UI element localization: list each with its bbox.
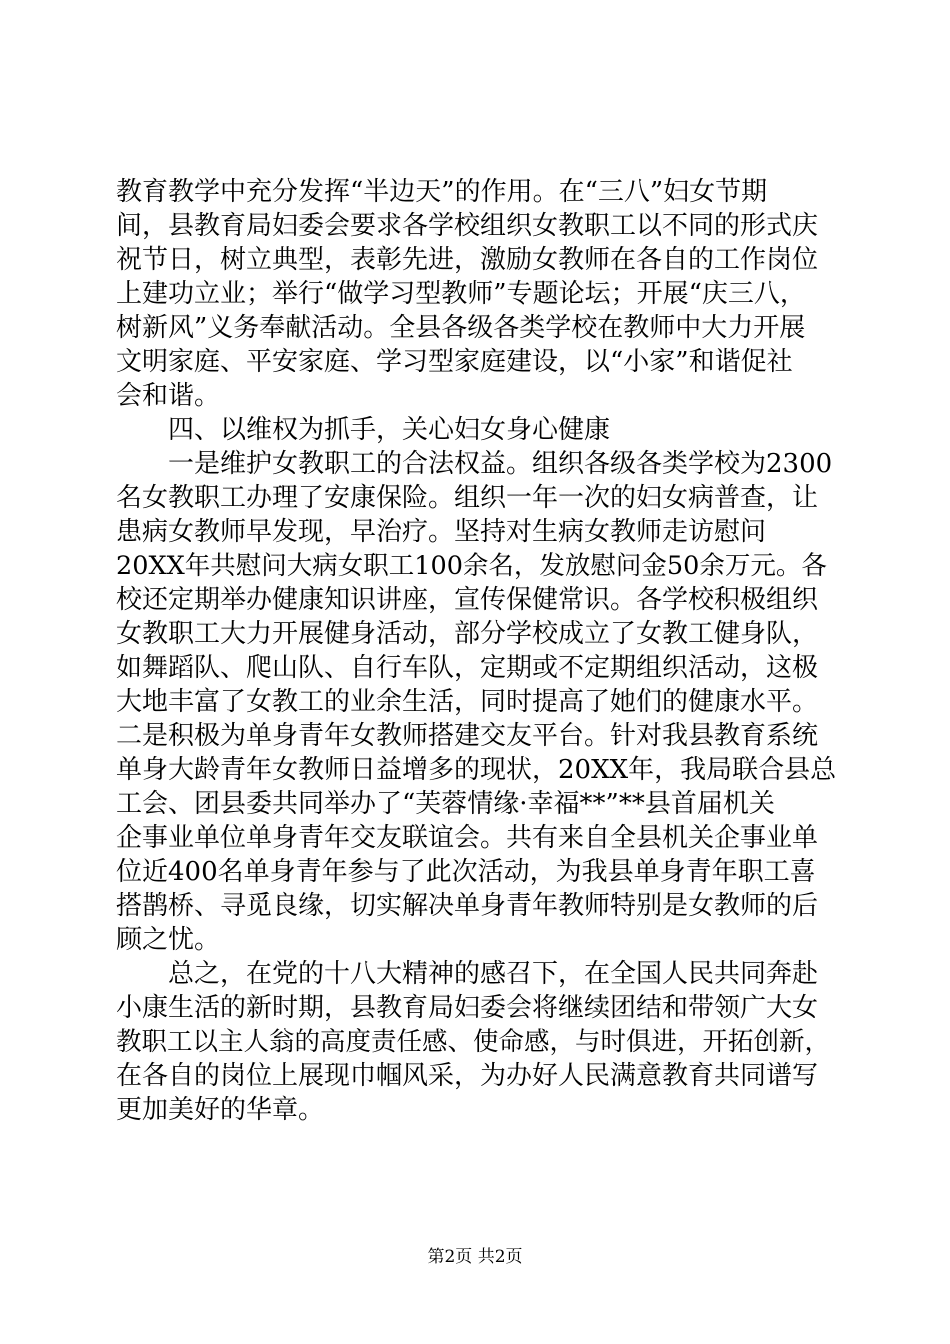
body-line-19: 工会、团县委共同举办了“芙蓉情缘·幸福**”**县首届机关 xyxy=(116,789,775,819)
page-number-footer: 第2页 共2页 xyxy=(427,1247,523,1267)
body-line-12: 20XX年共慰问大病女职工100余名，发放慰问金50余万元。各 xyxy=(116,551,827,581)
body-line-3: 祝节日，树立典型，表彰先进，激励女教师在各自的工作岗位 xyxy=(116,245,819,275)
body-line-17: 二是积极为单身青年女教师搭建交友平台。针对我县教育系统 xyxy=(116,721,819,751)
body-line-25: 小康生活的新时期，县教育局妇委会将继续团结和带领广大女 xyxy=(116,993,819,1023)
body-line-6: 文明家庭、平安家庭、学习型家庭建设，以“小家”和谐促社 xyxy=(116,347,793,377)
body-line-22: 搭鹊桥、寻觅良缘，切实解决单身青年教师特别是女教师的后 xyxy=(116,891,819,921)
body-line-15: 如舞蹈队、爬山队、自行车队，定期或不定期组织活动，这极 xyxy=(116,653,819,683)
body-line-11: 患病女教师早发现，早治疗。坚持对生病女教师走访慰问 xyxy=(116,517,767,547)
body-line-7: 会和谐。 xyxy=(116,381,221,411)
body-line-4: 上建功立业；举行“做学习型教师”专题论坛；开展“庆三八， xyxy=(116,279,806,309)
body-line-1: 教育教学中充分发挥“半边天”的作用。在“三八”妇女节期 xyxy=(116,177,768,207)
body-line-24: 总之，在党的十八大精神的感召下，在全国人民共同奔赴 xyxy=(116,959,819,989)
body-line-23: 顾之忧。 xyxy=(116,925,221,955)
body-line-5: 树新风”义务奉献活动。全县各级各类学校在教师中大力开展 xyxy=(116,313,806,343)
body-line-10: 名女教职工办理了安康保险。组织一年一次的妇女病普查，让 xyxy=(116,483,819,513)
body-line-2: 间，县教育局妇委会要求各学校组织女教职工以不同的形式庆 xyxy=(116,211,819,241)
body-line-28: 更加美好的华章。 xyxy=(116,1095,325,1125)
body-line-14: 女教职工大力开展健身活动，部分学校成立了女教工健身队， xyxy=(116,619,819,649)
body-line-21: 位近400名单身青年参与了此次活动，为我县单身青年职工喜 xyxy=(116,857,816,887)
body-line-13: 校还定期举办健康知识讲座，宣传保健常识。各学校积极组织 xyxy=(116,585,819,615)
body-line-16: 大地丰富了女教工的业余生活，同时提高了她们的健康水平。 xyxy=(116,687,819,717)
body-line-26: 教职工以主人翁的高度责任感、使命感，与时俱进，开拓创新， xyxy=(116,1027,831,1057)
section-heading: 四、以维权为抓手，关心妇女身心健康 xyxy=(116,415,611,445)
body-line-9: 一是维护女教职工的合法权益。组织各级各类学校为2300 xyxy=(116,449,833,479)
body-line-20: 企事业单位单身青年交友联谊会。共有来自全县机关企事业单 xyxy=(116,823,819,853)
body-line-18: 单身大龄青年女教师日益增多的现状，20XX年，我局联合县总 xyxy=(116,755,837,785)
body-line-27: 在各自的岗位上展现巾帼风采，为办好人民满意教育共同谱写 xyxy=(116,1061,819,1091)
